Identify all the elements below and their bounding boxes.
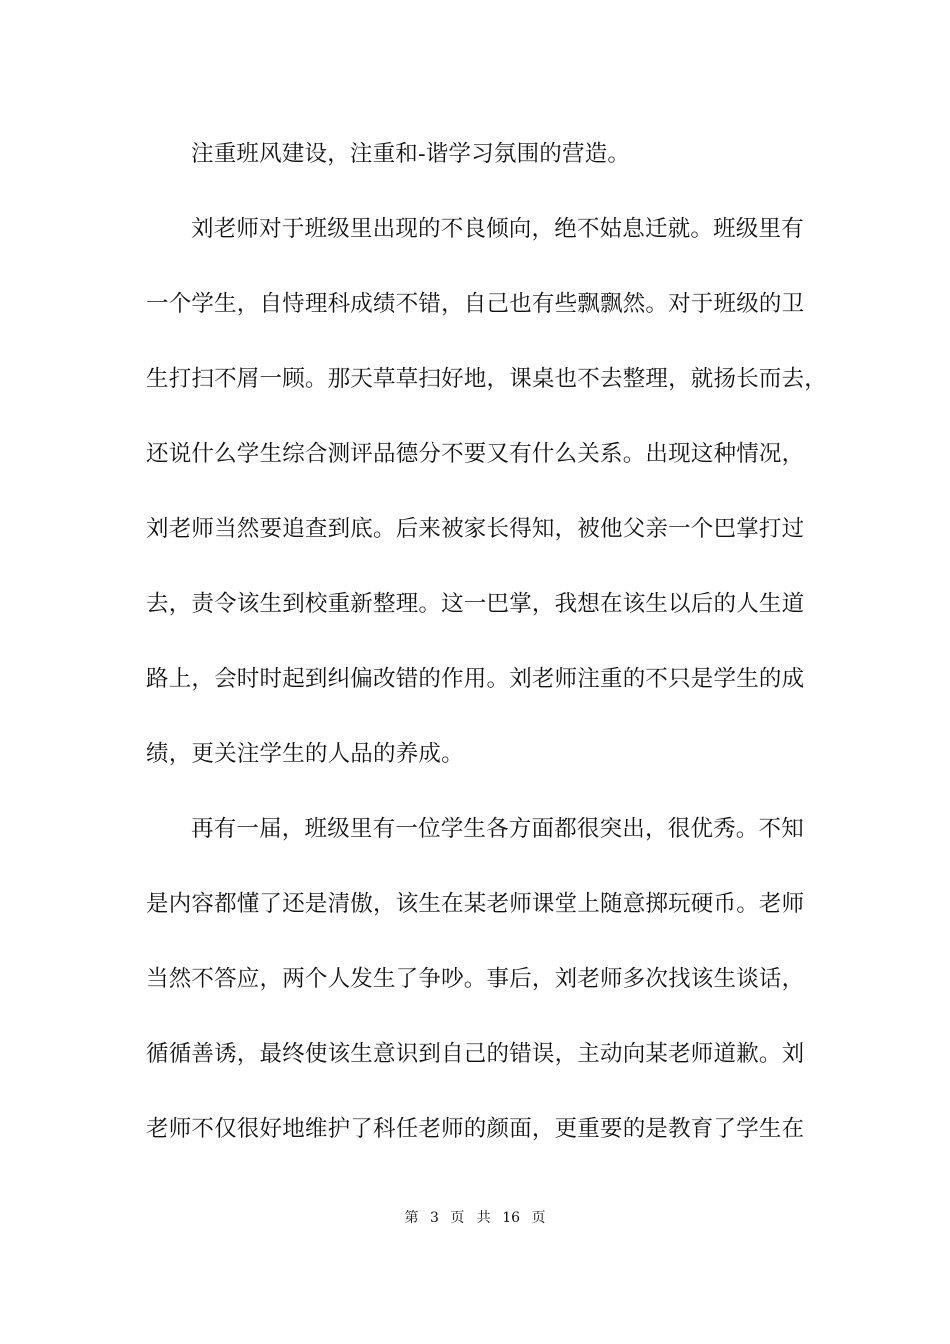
footer-total-word: 共 (476, 1210, 491, 1226)
paragraph-line: 注重班风建设，注重和-谐学习氛围的营造。 (191, 141, 631, 167)
paragraph-line: 刘老师当然要追查到底。后来被家长得知，被他父亲一个巴掌打过 (146, 516, 805, 542)
footer-suffix: 页 (531, 1210, 546, 1226)
paragraph-line: 再有一届，班级里有一位学生各方面都很突出，很优秀。不知 (191, 816, 804, 842)
footer-prefix: 第 (404, 1210, 419, 1226)
total-pages-number: 16 (502, 1210, 521, 1226)
paragraph-line: 老师不仅很好地维护了科任老师的颜面，更重要的是教育了学生在 (146, 1116, 805, 1142)
paragraph-line: 当然不答应，两个人发生了争吵。事后，刘老师多次找该生谈话， (146, 966, 805, 992)
footer-page-word: 页 (450, 1210, 465, 1226)
paragraph-line: 是内容都懂了还是清傲，该生在某老师课堂上随意掷玩硬币。老师 (146, 891, 805, 917)
paragraph-line: 绩，更关注学生的人品的养成。 (146, 741, 464, 767)
paragraph-line: 还说什么学生综合测评品德分不要又有什么关系。出现这种情况， (146, 441, 805, 467)
page-footer (0, 1209, 950, 1227)
paragraph-line: 一个学生，自恃理科成绩不错，自己也有些飘飘然。对于班级的卫 (146, 291, 805, 317)
paragraph-line: 循循善诱，最终使该生意识到自己的错误，主动向某老师道歉。刘 (146, 1041, 805, 1067)
current-page-number: 3 (429, 1210, 439, 1226)
paragraph-line: 去，责令该生到校重新整理。这一巴掌，我想在该生以后的人生道 (146, 591, 805, 617)
paragraph-line: 生打扫不屑一顾。那天草草扫好地，课桌也不去整理，就扬长而去， (146, 366, 828, 392)
paragraph-line: 刘老师对于班级里出现的不良倾向，绝不姑息迁就。班级里有 (191, 216, 804, 242)
paragraph-line: 路上，会时时起到纠偏改错的作用。刘老师注重的不只是学生的成 (146, 666, 805, 692)
